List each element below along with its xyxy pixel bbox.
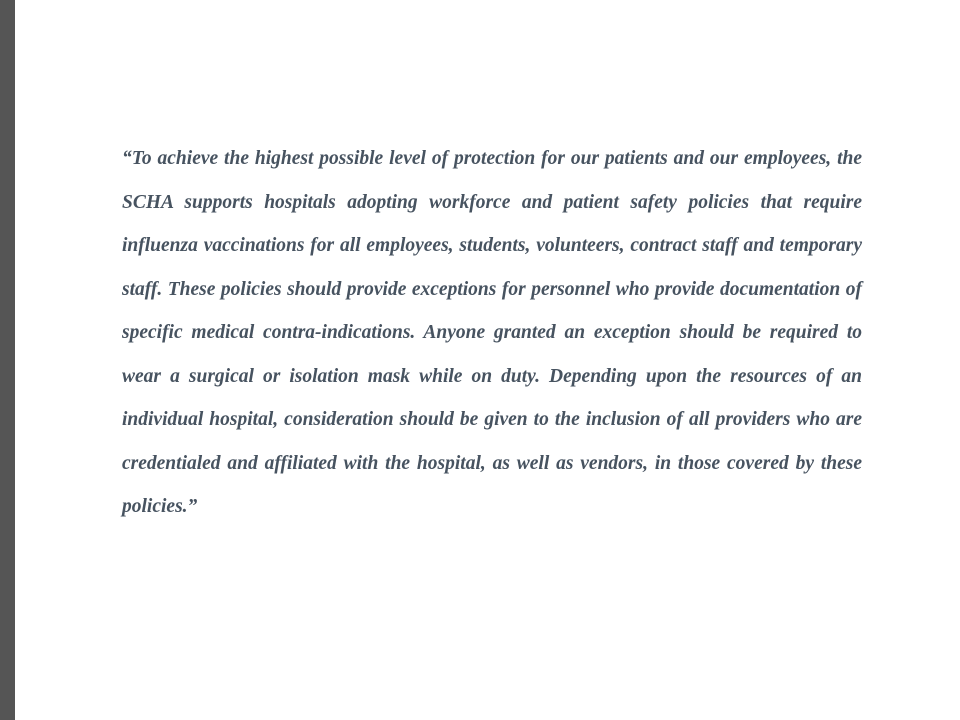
policy-quote: “To achieve the highest possible level of protection for our patients and our employees, the SCHA supports hospitals adopting workforce and patient safety policies that require influenza vaccinations for all employees, students, volunteers, contract staff and temporary staff. These policies should provide exceptions for personnel who provide documentation of specific medical contra-indications. Anyone granted an exception should be required to wear a surgical or isolation mask while on duty. Depending upon the resources of an individual hospital, consideration should be given to the inclusion of all providers who are credentialed and affiliated with the hospital, as well as vendors, in those covered by these policies.” <box>122 148 862 517</box>
left-accent-bar <box>0 0 15 720</box>
